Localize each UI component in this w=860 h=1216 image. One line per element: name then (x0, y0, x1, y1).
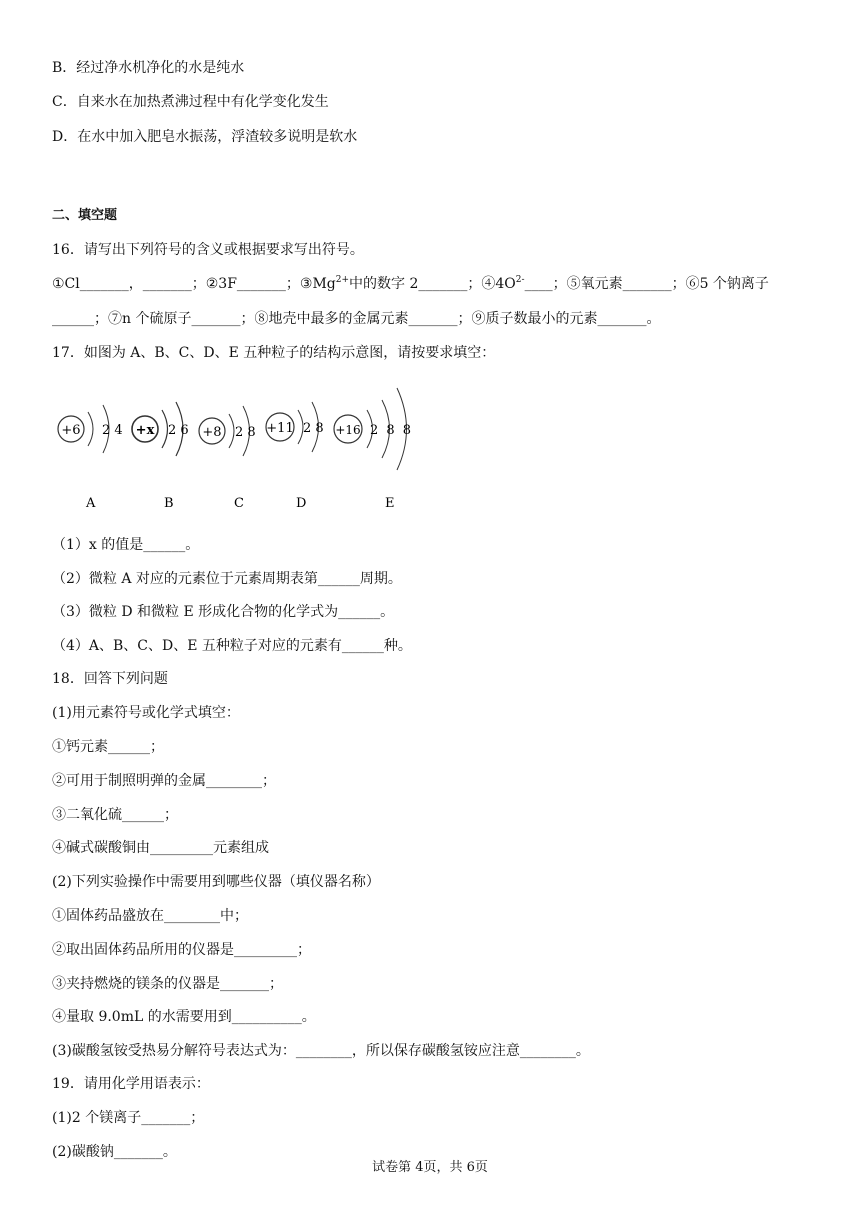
q17-part3: （3）微粒 D 和微粒 E 形成化合物的化学式为______。 (52, 604, 395, 620)
q16-line1 (52, 274, 769, 294)
q18-stem: 18．回答下列问题 (52, 671, 168, 687)
q18-sub1-a: ①钙元素______； (52, 739, 164, 755)
page-footer: 试卷第 4页，共 6页 (372, 1160, 488, 1175)
atom-a-shells: 2 4 (102, 423, 123, 438)
atom-e (334, 388, 413, 511)
q18-sub1-b: ②可用于制照明弹的金属________； (52, 773, 276, 789)
atom-c-label: C (234, 496, 244, 511)
q19-stem: 19．请用化学用语表示： (52, 1076, 210, 1092)
atom-e-label: E (385, 496, 395, 511)
q18-sub3: (3)碳酸氢铵受热易分解符号表达式为：________，所以保存碳酸氢铵应注意________。 (52, 1043, 590, 1059)
atom-e-shells: 2 8 8 (370, 423, 414, 438)
q18-sub1: (1)用元素符号或化学式填空： (52, 705, 240, 721)
atom-structure-diagram (52, 372, 432, 517)
atom-d-nucleus: +11 (266, 421, 294, 436)
q19-sub1: (1)2 个镁离子_______； (52, 1110, 205, 1126)
q18-sub1-c: ③二氧化硫______； (52, 807, 178, 823)
q18-sub2-d: ④量取 9.0mL 的水需要用到__________。 (52, 1009, 316, 1025)
atom-d (266, 402, 324, 511)
section-title: 二、填空题 (52, 208, 118, 223)
q16-stem: 16．请写出下列符号的含义或根据要求写出符号。 (52, 242, 364, 258)
atom-a (58, 405, 123, 511)
atom-b-shells: 2 6 (168, 423, 189, 438)
option-b: B．经过净水机净化的水是纯水 (52, 60, 245, 76)
q17-part4: （4）A、B、C、D、E 五种粒子对应的元素有______种。 (52, 638, 412, 654)
atom-c-nucleus: +8 (202, 425, 222, 440)
q17-part1: （1）x 的值是______。 (52, 537, 200, 553)
q17-part2: （2）微粒 A 对应的元素位于元素周期表第______周期。 (52, 571, 402, 587)
q16-line1-a: ①Cl_______，_______；②3F_______；③Mg (52, 276, 336, 292)
q16-mg-charge: 2+ (335, 275, 350, 285)
q17-stem: 17．如图为 A、B、C、D、E 五种粒子的结构示意图，请按要求填空： (52, 345, 496, 361)
option-d: D．在水中加入肥皂水振荡，浮渣较多说明是软水 (52, 129, 358, 145)
atom-a-label: A (86, 496, 96, 511)
atom-c (199, 406, 256, 511)
q18-sub2-c: ③夹持燃烧的镁条的仪器是_______； (52, 976, 283, 992)
q18-sub2-a: ①固体药品盛放在________中； (52, 908, 248, 924)
atom-b (132, 402, 189, 511)
q18-sub2: (2)下列实验操作中需要用到哪些仪器（填仪器名称） (52, 874, 380, 890)
atom-a-nucleus: +6 (61, 423, 81, 438)
q16-line1-c: ____；⑤氧元素_______；⑥5 个钠离子 (524, 276, 769, 292)
atom-b-nucleus: +x (135, 423, 155, 438)
atom-d-shells: 2 8 (303, 421, 324, 436)
atom-d-label: D (296, 496, 307, 511)
atom-e-nucleus: +16 (335, 423, 361, 437)
q18-sub1-d: ④碱式碳酸铜由_________元素组成 (52, 840, 269, 856)
q19-sub2: (2)碳酸钠_______。 (52, 1144, 177, 1160)
q16-o-charge: 2- (515, 275, 525, 285)
q18-sub2-b: ②取出固体药品所用的仪器是_________； (52, 942, 311, 958)
q16-line1-b: 中的数字 2_______；④4O (349, 276, 516, 292)
q16-line2: ______；⑦n 个硫原子_______；⑧地壳中最多的金属元素_______；⑨质子数最小的元素_______。 (52, 311, 661, 327)
atom-b-label: B (164, 496, 174, 511)
option-c: C．自来水在加热煮沸过程中有化学变化发生 (52, 94, 329, 110)
atom-c-shells: 2 8 (235, 425, 256, 440)
